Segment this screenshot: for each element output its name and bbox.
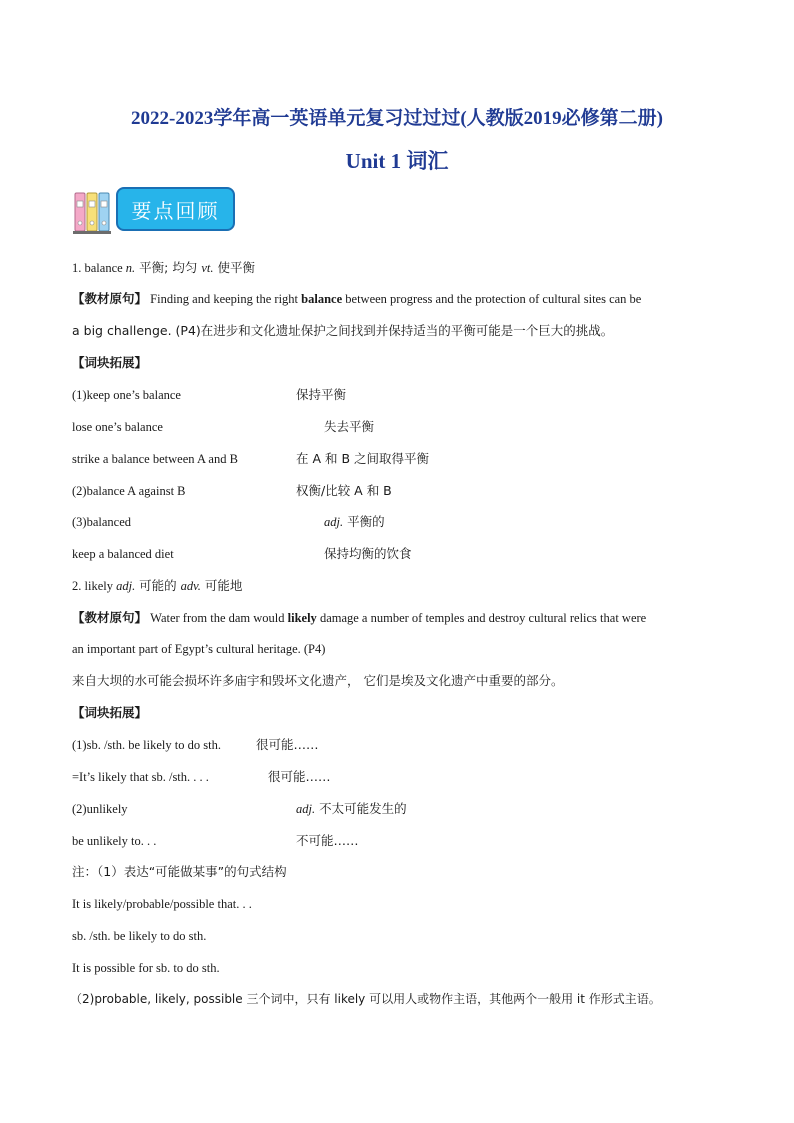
entry-2-note2: （2)probable, likely, possible 三个词中，只有 likely 可以用人或物作主语，其他两个一般用 it 作形式主语。 — [70, 992, 661, 1006]
entry-1-original-line1: 【教材原句】 Finding and keeping the right balance between progress and the protection of cultural sites can be — [72, 291, 642, 306]
entry-1-phrase-zh: 保持均衡的饮食 — [324, 546, 412, 561]
entry-1-phrase-en: (2)balance A against B — [72, 484, 186, 498]
entry-1-phrase-en: (3)balanced — [72, 515, 131, 529]
entry-1-phrase-zh: 在 A 和 B 之间取得平衡 — [296, 451, 430, 466]
binder-folders-icon — [72, 191, 114, 235]
unit-title: Unit 1 词汇 — [345, 149, 449, 173]
entry-1-phrase-en: lose one’s balance — [72, 420, 163, 434]
entry-2-note-title: 注：（1）表达“可能做某事”的句式结构 — [72, 864, 287, 879]
document-title: 2022-2023学年高一英语单元复习过过过(人教版2019必修第二册) — [131, 108, 663, 129]
entry-1-expand-tag: 【词块拓展】 — [72, 355, 148, 370]
entry-2-phrase-zh: 很可能…… — [256, 737, 319, 752]
entry-2-original-line1: 【教材原句】 Water from the dam would likely damage a number of temples and destroy cultural relics that were — [72, 610, 647, 625]
entry-2-phrase-en: =It’s likely that sb. /sth. . . . — [72, 770, 209, 784]
entry-1-phrase-en: (1)keep one’s balance — [72, 388, 181, 402]
banner-label: 要点回顾 — [131, 198, 220, 223]
entry-2-note-line: sb. /sth. be likely to do sth. — [72, 929, 207, 943]
entry-2-phrase-zh: 不可能…… — [296, 833, 359, 848]
entry-2-translation: 来自大坝的水可能会损坏许多庙宇和毁坏文化遗产， 它们是埃及文化遗产中重要的部分。 — [72, 673, 564, 688]
entry-2-head: 2. likely adj. 可能的 adv. 可能地 — [72, 578, 243, 593]
entry-2-phrase-en: (1)sb. /sth. be likely to do sth. — [72, 738, 221, 752]
entry-1-head: 1. balance n. 平衡; 均匀 vt. 使平衡 — [72, 260, 255, 275]
entry-1-phrase-en: strike a balance between A and B — [72, 452, 238, 466]
entry-2-phrase-zh: 很可能…… — [268, 769, 331, 784]
entry-1-phrase-zh: 失去平衡 — [324, 419, 375, 434]
banner-box — [116, 187, 235, 231]
entry-1-phrase-zh: adj. 平衡的 — [324, 514, 385, 529]
entry-1-original-line2: a big challenge. (P4)在进步和文化遗址保护之间找到并保持适当的平衡可能是一个巨大的挑战。 — [72, 323, 614, 338]
entry-2-original-line2: an important part of Egypt’s cultural heritage. (P4) — [72, 642, 326, 656]
entry-2-phrase-en: (2)unlikely — [72, 802, 128, 816]
entry-2-phrase-en: be unlikely to. . . — [72, 834, 157, 848]
entry-2-note-line: It is possible for sb. to do sth. — [72, 961, 220, 975]
entry-2-note-line: It is likely/probable/possible that. . . — [72, 897, 252, 911]
entry-2-expand-tag: 【词块拓展】 — [72, 705, 148, 720]
entry-1-phrase-en: keep a balanced diet — [72, 547, 174, 561]
entry-1-phrase-zh: 权衡/比较 A 和 B — [296, 483, 392, 498]
section-banner — [72, 187, 237, 235]
entry-2-phrase-zh: adj. 不太可能发生的 — [296, 801, 407, 816]
entry-1-phrase-zh: 保持平衡 — [296, 387, 347, 402]
